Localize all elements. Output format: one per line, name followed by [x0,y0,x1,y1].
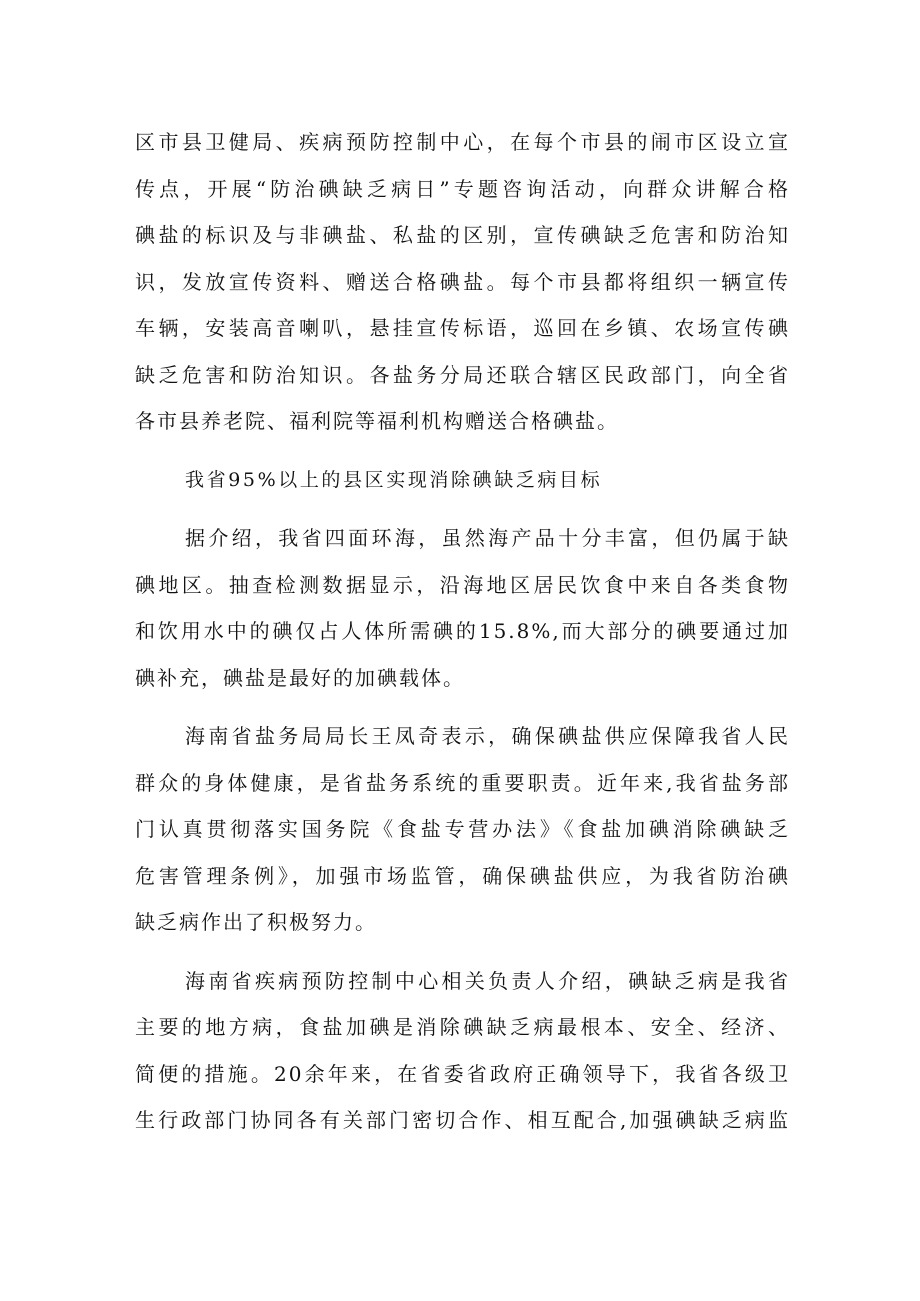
paragraph [135,515,790,701]
text-line: 缺乏病作出了积极努力。 [135,910,377,934]
text-line: 碘补充，碘盐是最好的加碘载体。 [135,665,465,690]
text-line: 识，发放宣传资料、赠送合格碘盐。每个市县都将组织一辆宣传 [135,269,790,294]
text-line: 各市县养老院、福利院等福利机构赠送合格碘盐。 [135,409,619,433]
heading-text: 我省95%以上的县区实现消除碘缺乏病目标 [185,468,603,491]
text-line: 缺乏危害和防治知识。各盐务分局还联合辖区民政部门，向全省 [135,362,790,387]
text-line: 简便的措施。20余年来，在省委省政府正确领导下，我省各级卫 [135,1061,790,1086]
text-line: 区市县卫健局、疾病预防控制中心，在每个市县的闹市区设立宣 [135,130,790,154]
text-line: 碘地区。抽查检测数据显示，沿海地区居民饮食中来自各类食物 [135,572,790,597]
text-line: 海南省盐务局局长王凤奇表示，确保碘盐供应保障我省人民 [185,724,790,748]
text-line: 碘盐的标识及与非碘盐、私盐的区别，宣传碘缺乏危害和防治知 [135,223,790,247]
text-line: 据介绍，我省四面环海，虽然海产品十分丰富，但仍属于缺 [185,526,790,550]
text-line: 危害管理条例》，加强市场监管，确保碘盐供应，为我省防治碘 [135,863,790,888]
text-line: 主要的地方病，食盐加碘是消除碘缺乏病最根本、安全、经济、 [135,1015,790,1039]
document-body [135,119,790,1156]
paragraph-continued [135,119,790,445]
text-line: 海南省疾病预防控制中心相关负责人介绍，碘缺乏病是我省 [185,968,790,993]
text-line: 群众的身体健康，是省盐务系统的重要职责。近年来,我省盐务部 [135,770,790,795]
paragraph [135,713,790,946]
section-heading [135,457,790,504]
text-line: 生行政部门协同各有关部门密切合作、相互配合,加强碘缺乏病监 [135,1108,790,1132]
paragraph [135,958,790,1144]
text-line: 车辆，安装高音喇叭，悬挂宣传标语，巡回在乡镇、农场宣传碘 [135,316,790,340]
text-line: 传点，开展“防治碘缺乏病日”专题咨询活动，向群众讲解合格 [135,176,790,201]
text-line: 和饮用水中的碘仅占人体所需碘的15.8%,而大部分的碘要通过加 [135,619,790,643]
text-line: 门认真贯彻落实国务院《食盐专营办法》《食盐加碘消除碘缺乏 [135,817,790,841]
